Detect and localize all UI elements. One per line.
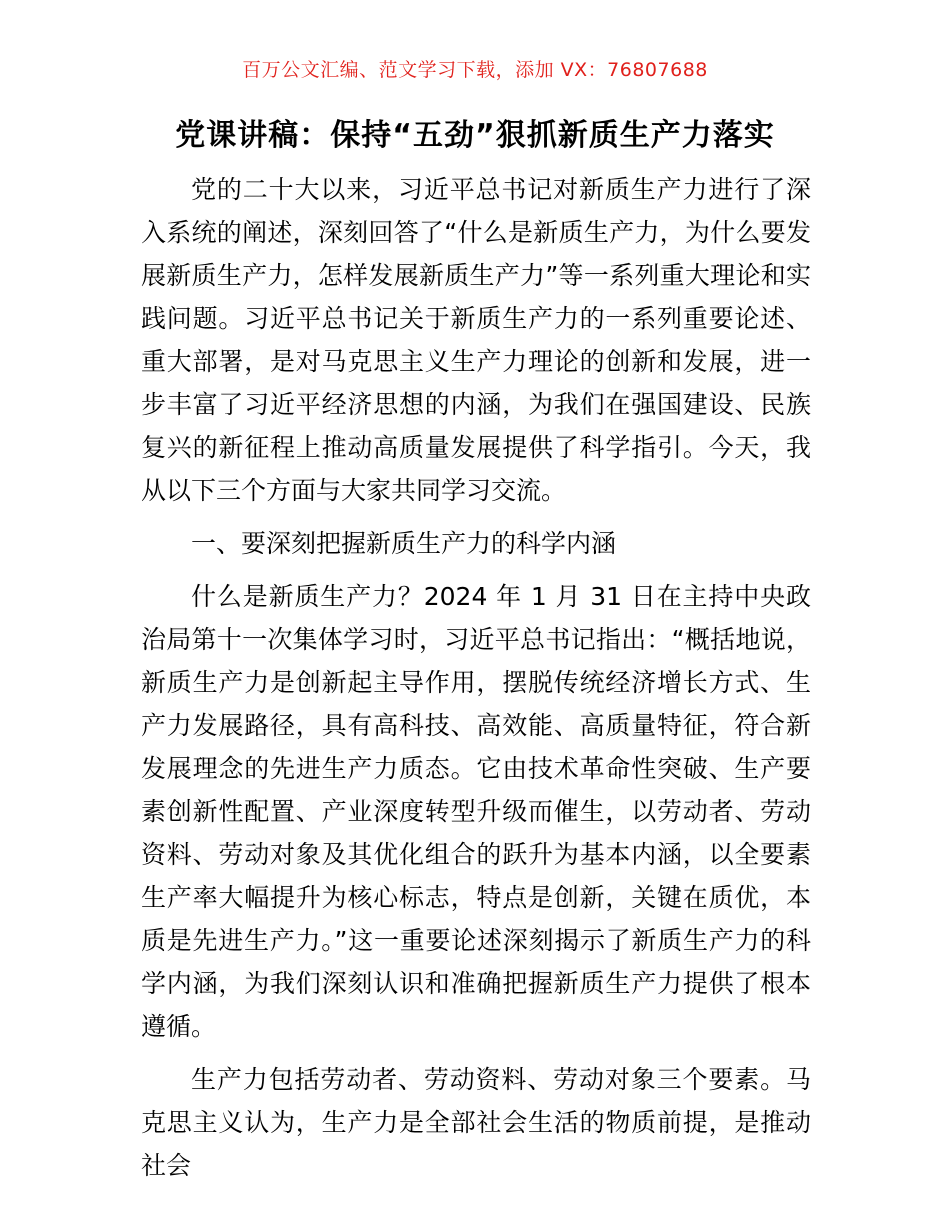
header-banner: 百万公文汇编、范文学习下载，添加 VX：76807688 [242, 59, 708, 81]
paragraph-definition: 什么是新质生产力？2024 年 1 月 31 日在主持中央政治局第十一次集体学习时，习近平总书记指出：“概括地说，新质生产力是创新起主导作用，摆脱传统经济增长方式、生产力发展路径，具有高科技、高效能、高质量特征，符合新发展理念的先进生产力质态。它由技术革命性突破、生产要素创新性配置、产业深度转型升级而催生，以劳动者、劳动资料、劳动对象及其优化组合的跃升为基本内涵，以全要素生产率大幅提升为核心标志，特点是创新，关键在质优，本质是先进生产力。”这一重要论述深刻揭示了新质生产力的科学内涵，为我们深刻认识和准确把握新质生产力提供了根本遵循。 [141, 582, 811, 1041]
paragraph-intro: 党的二十大以来，习近平总书记对新质生产力进行了深入系统的阐述，深刻回答了“什么是新质生产力，为什么要发展新质生产力，怎样发展新质生产力”等一系列重大理论和实践问题。习近平总书记关于新质生产力的一系列重要论述、重大部署，是对马克思主义生产力理论的创新和发展，进一步丰富了习近平经济思想的内涵，为我们在强国建设、民族复兴的新征程上推动高质量发展提供了科学指引。今天，我从以下三个方面与大家共同学习交流。 [141, 175, 811, 505]
section-heading-1: 一、要深刻把握新质生产力的科学内涵 [191, 529, 617, 558]
paragraph-elements: 生产力包括劳动者、劳动资料、劳动对象三个要素。马克思主义认为，生产力是全部社会生活的物质前提，是推动社会 [141, 1065, 811, 1180]
document-title: 党课讲稿：保持“五劲”狠抓新质生产力落实 [175, 118, 775, 153]
document-body [141, 168, 811, 1197]
